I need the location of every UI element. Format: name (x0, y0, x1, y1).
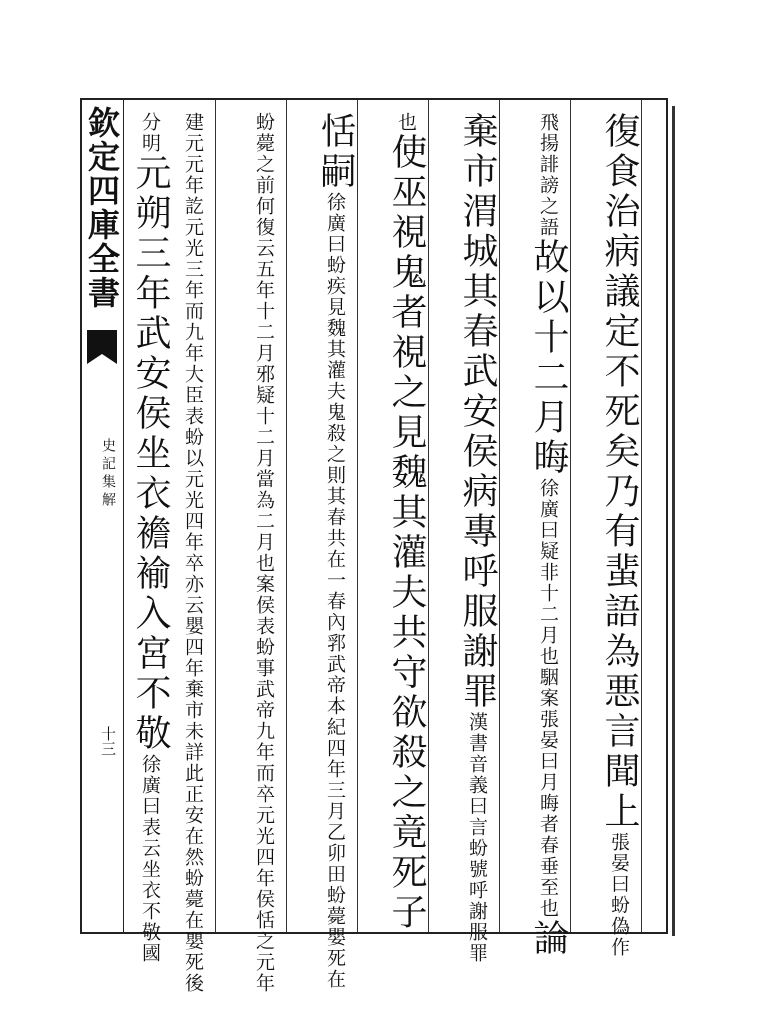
text-column-6 (243, 100, 287, 994)
annotation: 蚡薨之前何復云五年十二月邪疑十二月當為二月也案侯表蚡事武帝九年而卒元光四年侯恬之元年 (253, 112, 275, 994)
text-column-2 (527, 100, 571, 959)
text-column-7 (172, 100, 216, 994)
annotation: 漢書音義曰言蚡號呼謝服罪 (466, 712, 488, 964)
book-title: 欽定四庫全書 (83, 106, 121, 310)
annotation: 徐廣曰疑非十二月也駰案張晏曰月晦者春垂至也 (537, 478, 559, 919)
margin-column (80, 98, 124, 934)
annotation: 徐廣曰表云坐衣不敬國 (139, 754, 161, 964)
annotation-lead: 也 (395, 112, 417, 133)
fish-tail-mark-icon (87, 330, 117, 354)
annotation: 張晏曰蚡偽作 (608, 832, 630, 958)
text-column-5 (314, 100, 358, 990)
main-text: 使巫視鬼者視之見魏其灌夫共守欲殺之竟死子 (386, 133, 427, 933)
annotation-lead: 飛揚誹謗之語 (537, 112, 559, 238)
main-text: 恬嗣 (315, 112, 356, 192)
page-number: 十三 (99, 726, 117, 756)
text-column-4 (385, 100, 429, 932)
main-text: 元朔三年武安侯坐衣襜褕入宮不敬 (130, 154, 171, 754)
text-column-3 (456, 100, 500, 964)
main-text: 故以十二月晦 (528, 238, 569, 478)
text-column-1 (598, 100, 642, 958)
main-text: 復食治病議定不死矣乃有蜚語為悪言聞上 (599, 112, 640, 832)
annotation-lead: 分明 (139, 112, 161, 154)
main-text: 棄市渭城其春武安侯病專呼服謝罪 (457, 112, 498, 712)
text-column-8 (124, 100, 172, 964)
annotation: 建元元年訖元光三年而九年大臣表蚡以元光四年卒亦云嬰四年棄市未詳此正安在然蚡薨在嬰死後 (182, 112, 204, 994)
section-title: 史記集解 (100, 438, 116, 510)
annotation: 徐廣曰蚡疾見魏其灌夫鬼殺之則其春共在一春內郛武帝本紀四年三月乙卯田蚡薨嬰死在 (324, 192, 346, 990)
main-text-end: 論 (528, 919, 569, 959)
